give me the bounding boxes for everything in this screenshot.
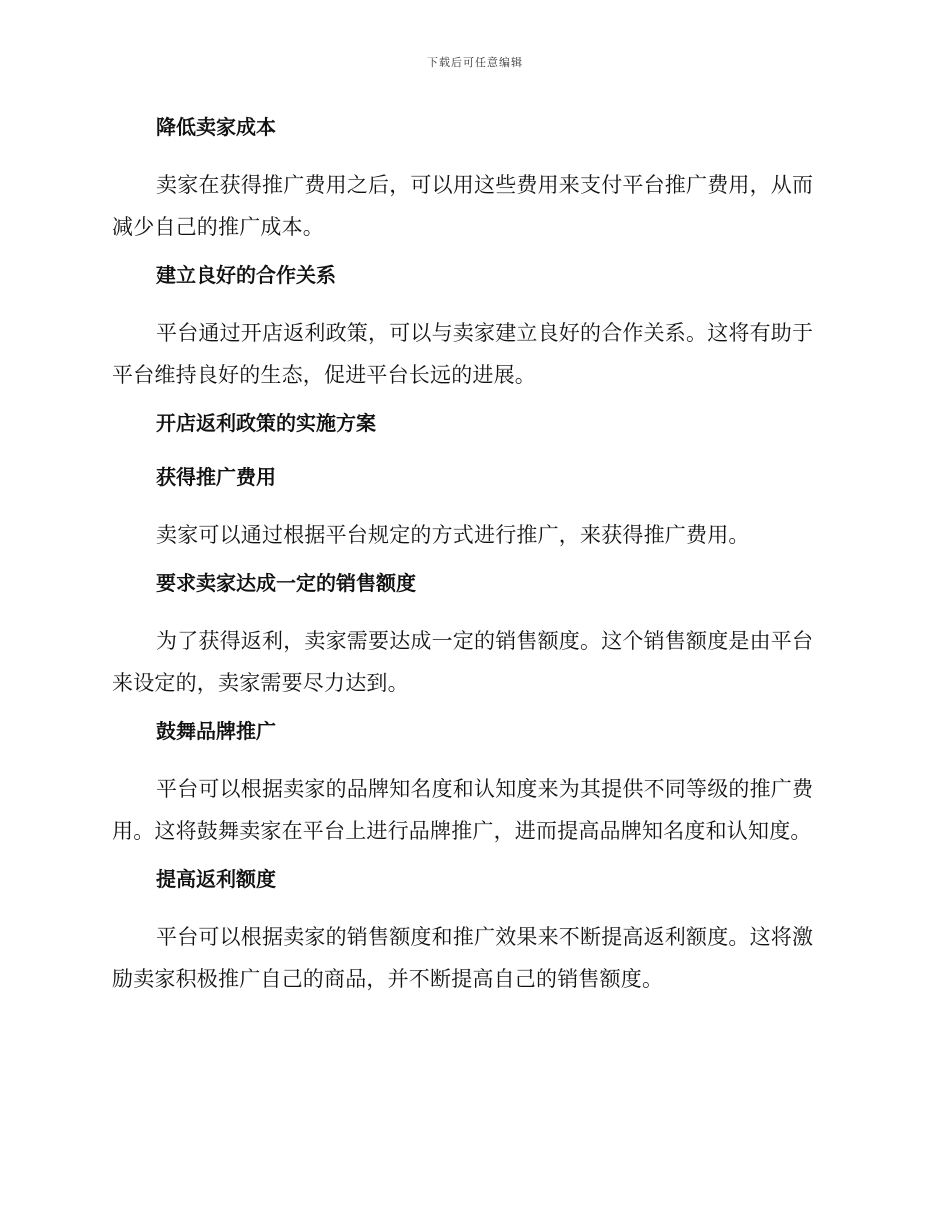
paragraph-cooperation: 平台通过开店返利政策，可以与卖家建立良好的合作关系。这将有助于平台维持良好的生态，促进平台长远的进展。 bbox=[112, 321, 814, 387]
section-heading-cooperation: 建立良好的合作关系 bbox=[156, 263, 336, 287]
paragraph-promotion-fee: 卖家可以通过根据平台规定的方式进行推广，来获得推广费用。 bbox=[156, 523, 750, 547]
section-heading-implementation-plan: 开店返利政策的实施方案 bbox=[156, 411, 376, 435]
paragraph-reduce-cost: 卖家在获得推广费用之后，可以用这些费用来支付平台推广费用，从而减少自己的推广成本。 bbox=[112, 173, 814, 239]
section-heading-rebate-increase: 提高返利额度 bbox=[156, 867, 276, 891]
paragraph-rebate-increase: 平台可以根据卖家的销售额度和推广效果来不断提高返利额度。这将激励卖家积极推广自己的商品，并不断提高自己的销售额度。 bbox=[112, 925, 814, 991]
document-body bbox=[112, 110, 832, 1010]
header-note: 下载后可任意编辑 bbox=[427, 56, 523, 69]
section-heading-sales-target: 要求卖家达成一定的销售额度 bbox=[156, 571, 416, 595]
paragraph-sales-target: 为了获得返利，卖家需要达成一定的销售额度。这个销售额度是由平台来设定的，卖家需要尽力达到。 bbox=[112, 629, 814, 695]
paragraph-brand-promotion: 平台可以根据卖家的品牌知名度和认知度来为其提供不同等级的推广费用。这将鼓舞卖家在平台上进行品牌推广，进而提高品牌知名度和认知度。 bbox=[112, 777, 814, 843]
section-heading-brand-promotion: 鼓舞品牌推广 bbox=[156, 719, 276, 743]
section-heading-promotion-fee: 获得推广费用 bbox=[156, 465, 276, 489]
section-heading-reduce-cost: 降低卖家成本 bbox=[156, 115, 276, 139]
